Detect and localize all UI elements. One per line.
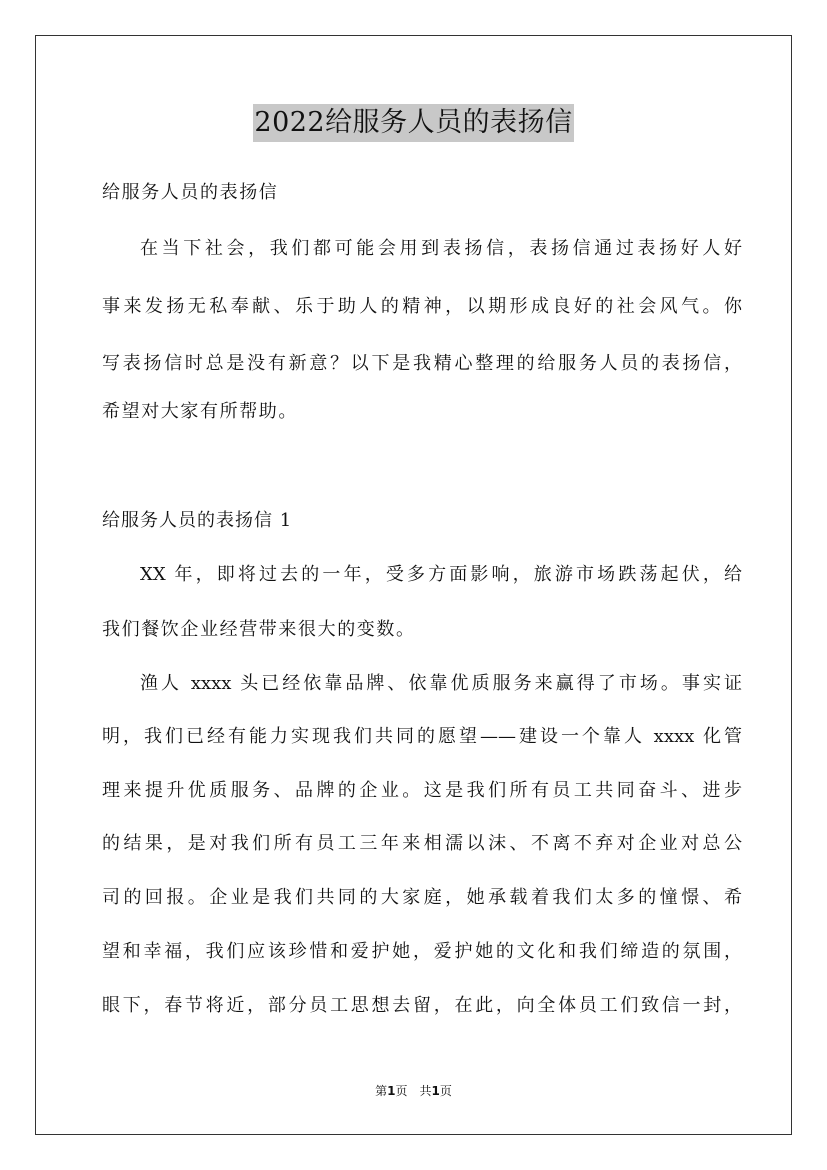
letter1-p2-line-3: 理来提升优质服务、品牌的企业。这是我们所有员工共同奋斗、进步 (102, 780, 742, 801)
intro-heading: 给服务人员的表扬信 (102, 182, 279, 203)
title-container (0, 104, 827, 142)
letter1-p2-line-2: 明，我们已经有能力实现我们共同的愿望——建设一个靠人 xxxx 化管 (102, 726, 742, 747)
letter1-p1-line-1: XX 年，即将过去的一年，受多方面影响，旅游市场跌荡起伏，给 (140, 564, 742, 585)
letter1-p2-line-6: 望和幸福，我们应该珍惜和爱护她，爱护她的文化和我们缔造的氛围， (102, 941, 742, 962)
intro-line-3: 写表扬信时总是没有新意？以下是我精心整理的给服务人员的表扬信， (102, 353, 742, 374)
intro-line-1: 在当下社会，我们都可能会用到表扬信，表扬信通过表扬好人好 (140, 238, 742, 259)
intro-line-2: 事来发扬无私奉献、乐于助人的精神，以期形成良好的社会风气。你 (102, 296, 742, 317)
footer-page-suffix: 页 (439, 1084, 452, 1098)
letter1-p2-line-5: 司的回报。企业是我们共同的大家庭，她承载着我们太多的憧憬、希 (102, 887, 742, 908)
letter1-heading: 给服务人员的表扬信 1 (102, 510, 293, 531)
footer-page-total: 1 (431, 1084, 440, 1098)
letter1-p2-line-7: 眼下，春节将近，部分员工思想去留，在此，向全体员工们致信一封， (102, 995, 742, 1016)
letter1-p2-line-1: 渔人 xxxx 头已经依靠品牌、依靠优质服务来赢得了市场。事实证 (140, 673, 742, 694)
page-footer (0, 1083, 827, 1099)
intro-line-4: 希望对大家有所帮助。 (102, 401, 298, 422)
footer-page-mid: 页 共 (395, 1084, 432, 1098)
footer-page-prefix: 第 (375, 1084, 388, 1098)
footer-page-current: 1 (387, 1084, 396, 1098)
letter1-p1-line-2: 我们餐饮企业经营带来很大的变数。 (102, 619, 416, 640)
letter1-p2-line-4: 的结果，是对我们所有员工三年来相濡以沫、不离不弃对企业对总公 (102, 833, 742, 854)
document-title: 2022给服务人员的表扬信 (253, 104, 573, 142)
